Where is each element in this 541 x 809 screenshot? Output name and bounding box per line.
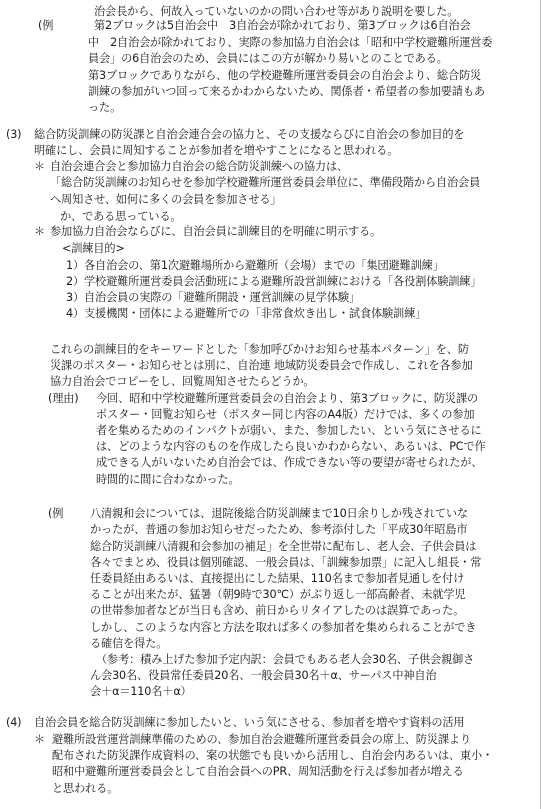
bullet-mark: ＊ bbox=[34, 225, 46, 238]
bullet-text-line: 自治会連合会と参加協力自治会の総合防災訓練への協力は、 bbox=[50, 160, 349, 173]
example-text-line: 訓練の参加がいつ回って来るかわからないため、関係者・希望者の参加要請もあ bbox=[88, 85, 485, 98]
reason-text-line: 今回、昭和中学校避難所運営委員会の自治会より、第3ブロックに、防災課の bbox=[96, 392, 479, 405]
purpose-item: 4）支援機関・団体による避難所での「非常食炊き出し・試食体験訓練」 bbox=[66, 307, 427, 320]
bullet-mark: ＊ bbox=[34, 160, 46, 173]
purpose-item: 1）各自治会の、第1次避難場所から避難所（会場）までの「集団避難訓練」 bbox=[66, 259, 444, 272]
carry-over-line: 治会長から、何故入っていないのかの問い合わせ等があり説明を要した。 bbox=[94, 5, 459, 18]
proposal-line: 協力自治会でコピーをし、回覧周知させたらどうか。 bbox=[50, 375, 315, 388]
section-text-line: 明確にし、会員に周知することが参加者を増やすことになると思われる。 bbox=[34, 144, 399, 157]
section-number: (3) bbox=[6, 128, 22, 141]
reason-label: (理由) bbox=[48, 392, 79, 405]
purpose-item: 2）学校避難所運営委員会活動班による避難所設営訓練における「各役割体験訓練」 bbox=[66, 275, 482, 288]
reason-text-line: 時間的に間に合わなかった。 bbox=[96, 473, 240, 486]
reason-text-line: は、どのような内容のものを作成したら良いかわからない、あるいは、PCで作 bbox=[96, 440, 486, 453]
reference-line: 会＋α＝110名＋α） bbox=[90, 685, 192, 698]
example-text-line: 各々でまとめ、役員は個別確認、一般会員は、「訓練参加票」に記入し組長・常 bbox=[90, 556, 482, 569]
bullet-text-line: 「総合防災訓練のお知らせを参加学校避難所運営委員会単位に、準備段階から自治会員 bbox=[50, 176, 481, 189]
example-label: (例 bbox=[48, 507, 64, 520]
bullet-text-line: 避難所設営運営訓練準備のための、参加自治会避難所運営委員会の席上、防災課より bbox=[52, 733, 471, 746]
section-heading: 自治会員を総合防災訓練に参加したいと、いう気にさせる、参加者を増やす資料の活用 bbox=[34, 716, 465, 729]
example-text-line: 第2ブロックは5自治会中 3自治会が除かれており、第3ブロックは6自治会 bbox=[94, 19, 471, 32]
proposal-line: これらの訓練目的をキーワードとした「参加呼びかけお知らせ基本パターン」を、防 bbox=[50, 343, 469, 356]
reference-line: ん会30名、役員常任委員20名、一般会員30名＋α、サーパス中神自治 bbox=[90, 669, 437, 682]
section-number: (4) bbox=[6, 716, 22, 729]
purpose-item: 3）自治会員の実際の「避難所開設・運営訓練の見学体験」 bbox=[66, 291, 360, 304]
purpose-heading: <訓練目的> bbox=[62, 242, 125, 255]
example-text-line: の世帯参加者などが当日も含め、前日からリタイアしたのは誤算であった。 bbox=[90, 604, 465, 617]
bullet-mark: ＊ bbox=[34, 733, 46, 746]
proposal-line: 災課のポスター・お知らせとは別に、自治連 地域防災委員会で作成し、これを各参加 bbox=[50, 359, 473, 372]
reason-text-line: ポスター・回覧お知らせ（ポスター同じ内容のA4版）だけでは、多くの参加 bbox=[96, 408, 475, 421]
bullet-text-line: と思われる。 bbox=[52, 782, 119, 795]
example-text-line: 八清親和会については、退院後総合防災訓練まで10日余りしか残されていな bbox=[90, 507, 468, 520]
example-text-line: 中 2自治会が除かれており、実際の参加協力自治会は「昭和中学校避難所運営委 bbox=[88, 36, 493, 49]
section-text-line: 総合防災訓練の防災課と自治会連合会の協力と、その支援ならびに自治会の参加目的を bbox=[34, 128, 465, 141]
bullet-text-line: か、である思っている。 bbox=[60, 210, 182, 223]
example-text-line: 第3ブロックでありながら、他の学校避難所運営委員会の自治会より、総合防災 bbox=[88, 69, 482, 82]
example-text-line: 総合防災訓練八清親和会参加の補足」を全世帯に配布し、老人会、子供会員は bbox=[90, 540, 477, 553]
example-text-line: る確信を得た。 bbox=[90, 637, 168, 650]
example-text-line: ることが出来たが、猛暑（朝9時で30℃）がぶり返し一部高齢者、未就学児 bbox=[90, 588, 466, 601]
bullet-text-line: 昭和中避難所運営委員会として自治会員へのPR、周知活動を行えば参加者が増える bbox=[52, 765, 464, 778]
example-text-line: しかし、このような内容と方法を取れば多くの参加者を集められることができ bbox=[90, 621, 477, 634]
example-text-line: った。 bbox=[88, 101, 122, 114]
reason-text-line: 成できる人がいないため自治会では、作成できない等の要望が寄せられたが、 bbox=[96, 456, 483, 469]
example-text-line: かったが、普通の参加お知らせだったため、参考添付した「平成30年昭島市 bbox=[90, 523, 468, 536]
reference-line: （参考：積み上げた参加予定内訳：会員でもある老人会30名、子供会親御さ bbox=[96, 653, 475, 666]
example-text-line: 員会」の6自治会のため、会員にはこの方が解かり易いとのことである。 bbox=[88, 52, 448, 65]
example-label: (例 bbox=[38, 19, 54, 32]
bullet-text-line: 配布された防災課作成資料の、案の状態でも良いから活用し、自治会内あるいは、東小・ bbox=[52, 749, 494, 762]
bullet-text-line: 参加協力自治会ならびに、自治会員に訓練目的を明確に明示する。 bbox=[50, 225, 382, 238]
example-text-line: 任委員経由あるいは、直接提出にした結果、110名まで参加者見通しを付け bbox=[90, 572, 465, 585]
reason-text-line: 者を集めるためのインパクトが弱い、また、参加したい、という気にさせるに bbox=[96, 424, 482, 437]
bullet-text-line: へ周知させ、如何に多くの会員を参加させる」 bbox=[50, 193, 282, 206]
